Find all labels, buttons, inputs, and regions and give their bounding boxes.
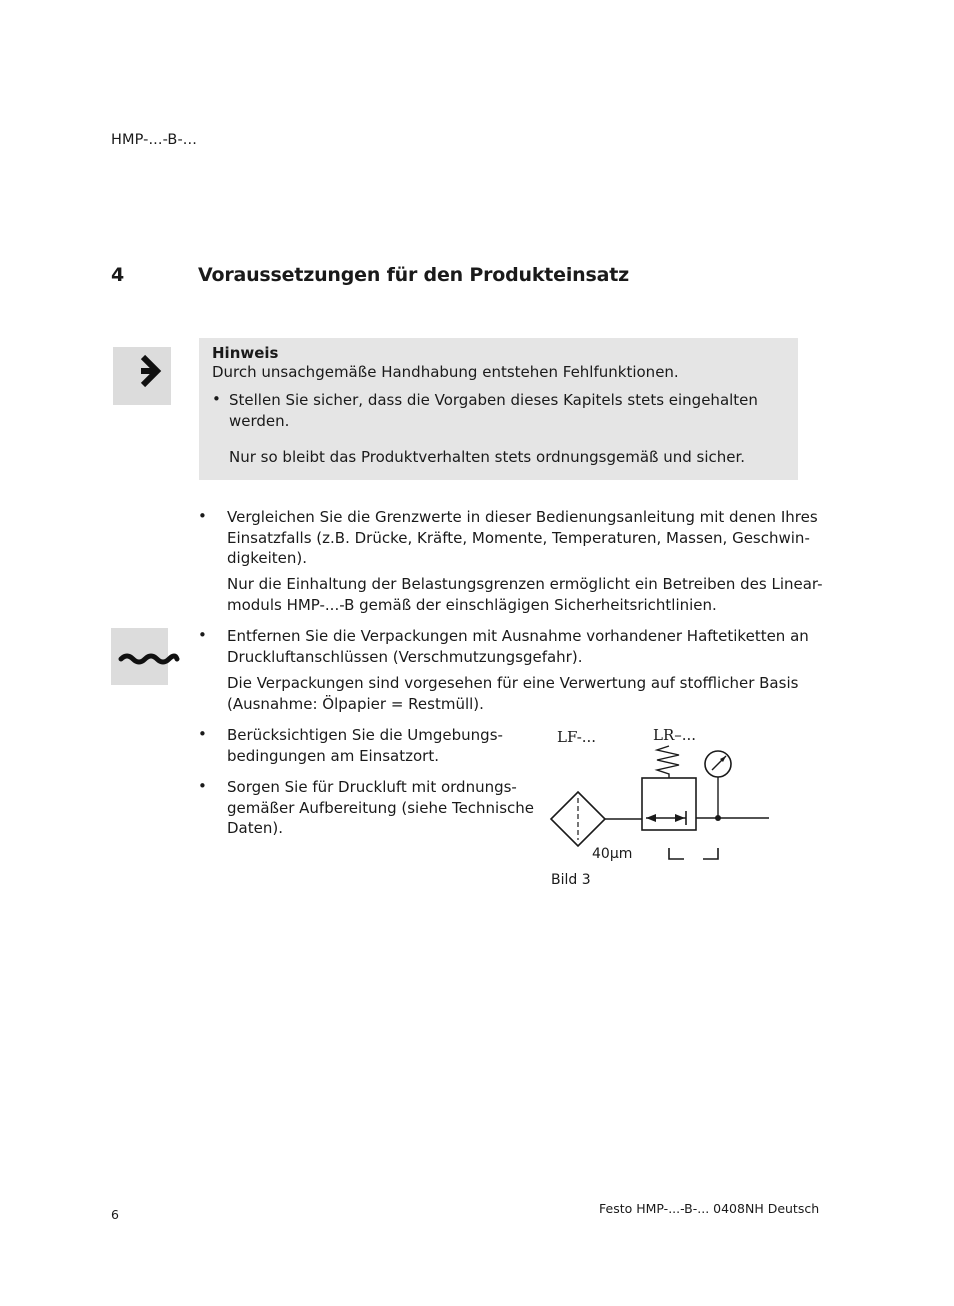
filter-size-label: 40µm — [592, 846, 633, 862]
note-bullet-marker: • — [212, 390, 221, 408]
bullet-marker: • — [198, 725, 207, 743]
pressure-gauge-symbol — [705, 751, 731, 821]
drain-bracket — [669, 848, 684, 859]
bullet-text-1 — [227, 507, 818, 569]
note-text: Durch unsachgemäße Handhabung entstehen Fehlfunktionen. — [212, 363, 679, 381]
footer-text: Festo HMP-...-B-... 0408NH Deutsch — [599, 1201, 820, 1216]
page-number: 6 — [111, 1207, 119, 1222]
bullet-text-2 — [227, 626, 809, 667]
pneumatic-service-unit-diagram — [545, 722, 780, 867]
text-line: Daten). — [227, 819, 283, 837]
text-line: gemäßer Aufbereitung (siehe Technische — [227, 798, 535, 817]
document-header: HMP-...-B-... — [111, 132, 197, 148]
note-result: Nur so bleibt das Produktverhalten stets ordnungsgemäß und sicher. — [229, 448, 746, 466]
text-line: Nur die Einhaltung der Belastungsgrenzen ermöglicht ein Betreiben des Linear- — [227, 575, 823, 593]
text-line: Sorgen Sie für Druckluft mit ordnungs- — [227, 778, 517, 796]
bullet-marker: • — [198, 777, 207, 795]
bullet-followup-2 — [227, 673, 798, 714]
note-bullet-line: werden. — [229, 411, 290, 430]
text-line: Druckluftanschlüssen (Verschmutzungsgefahr). — [227, 647, 583, 666]
text-line: (Ausnahme: Ölpapier = Restmüll). — [227, 694, 484, 713]
label-lr: LR–... — [653, 726, 697, 744]
note-icon-box — [113, 347, 171, 405]
bullet-text-3 — [227, 725, 503, 766]
section-number: 4 — [111, 264, 125, 286]
pressure-regulator-symbol — [642, 746, 696, 830]
environment-icon-box — [111, 628, 168, 685]
note-heading: Hinweis — [212, 344, 279, 362]
bullet-text-4 — [227, 777, 534, 839]
bullet-followup-1 — [227, 574, 823, 615]
filter-symbol — [551, 792, 605, 846]
text-line: moduls HMP-...-B gemäß der einschlägigen Sicherheitsrichtlinien. — [227, 595, 717, 614]
section-title: Voraussetzungen für den Produkteinsatz — [198, 264, 629, 286]
text-line: Einsatzfalls (z.B. Drücke, Kräfte, Momente, Temperaturen, Massen, Geschwin- — [227, 528, 810, 547]
arrow-right-icon — [113, 347, 171, 405]
label-lf: LF-... — [557, 728, 597, 746]
figure-caption: Bild 3 — [551, 872, 591, 888]
drain-bracket — [703, 848, 718, 859]
bullet-marker: • — [198, 507, 207, 525]
text-line: bedingungen am Einsatzort. — [227, 746, 439, 765]
text-line: digkeiten). — [227, 549, 307, 567]
note-bullet-text — [229, 390, 789, 431]
text-line: Die Verpackungen sind vorgesehen für eine Verwertung auf stofflicher Basis — [227, 674, 799, 692]
note-bullet-line: Stellen Sie sicher, dass die Vorgaben dieses Kapitels stets eingehalten — [229, 391, 758, 409]
text-line: Berücksichtigen Sie die Umgebungs- — [227, 726, 503, 744]
bullet-marker: • — [198, 626, 207, 644]
wave-icon — [111, 628, 181, 685]
text-line: Vergleichen Sie die Grenzwerte in dieser Bedienungsanleitung mit denen Ihres — [227, 508, 818, 526]
text-line: Entfernen Sie die Verpackungen mit Ausnahme vorhandener Haftetiketten an — [227, 627, 809, 645]
